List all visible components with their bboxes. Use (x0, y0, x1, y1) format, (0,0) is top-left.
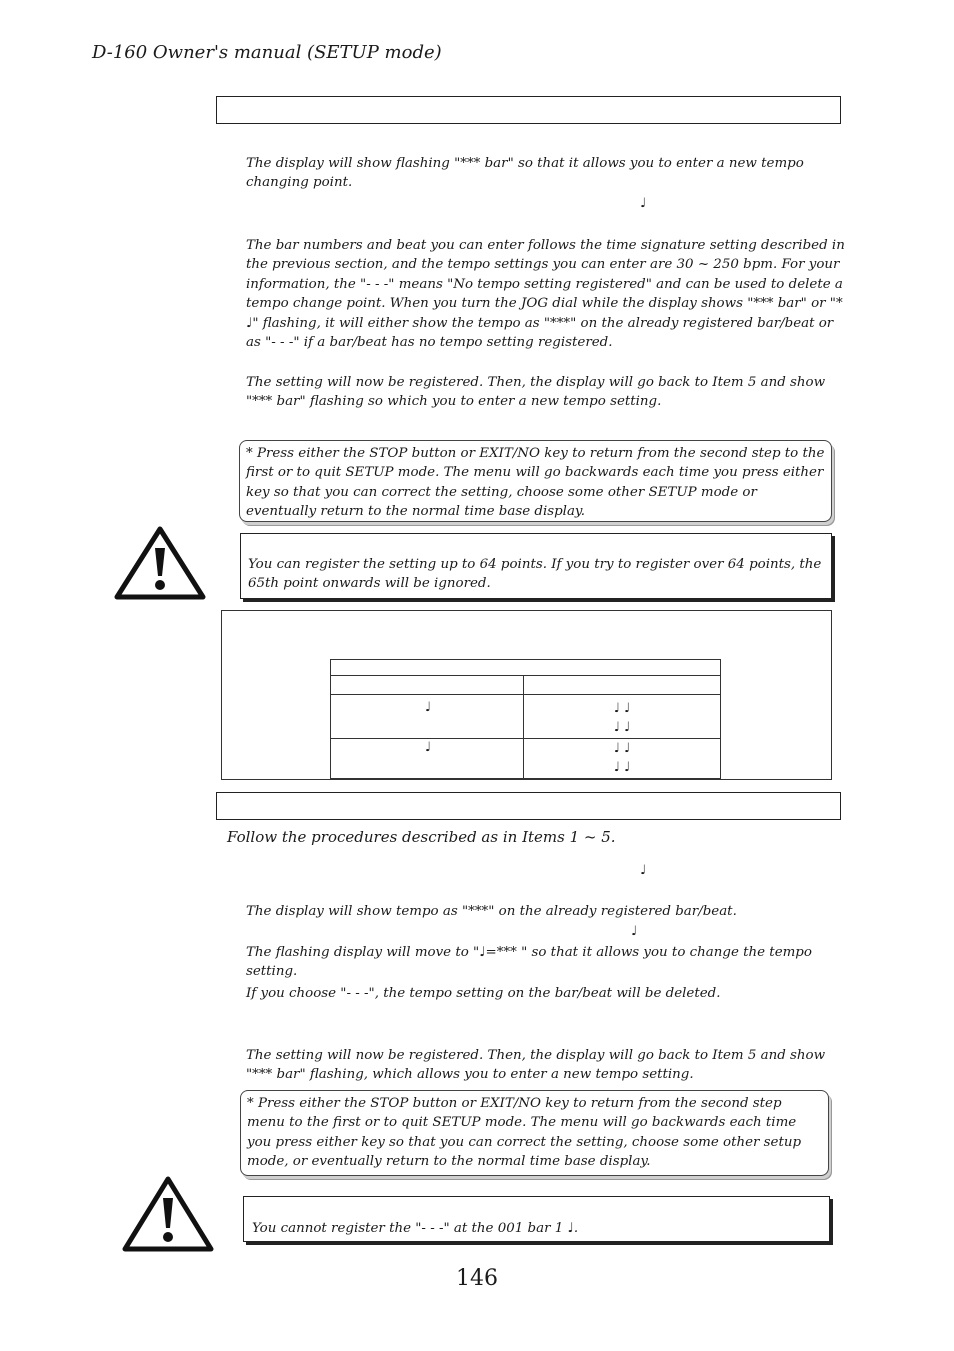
table-row (331, 739, 721, 779)
warning-triangle-icon (122, 1176, 214, 1252)
section1-para2: The bar numbers and beat you can enter follows the time signature setting described in the previous section, and the tempo settings you can enter are 30 ~ 250 bpm. For your information, the "- - -" means "No tempo setting registered" and can be used to delete a tempo change point. When you turn the JOG dial while the display shows "*** bar" or "* ♩" flashing, it will either show the tempo as "***" on the already registered bar/beat or as "- - -" if a bar/beat has no tempo setting registered. (246, 238, 845, 351)
table-cell: ♩ (424, 700, 432, 715)
table-cell: ♩ ♩ (613, 720, 631, 735)
table-title-row (331, 660, 721, 676)
page-number: 146 (456, 1266, 498, 1291)
section2-note-text: * Press either the STOP button or EXIT/NO key to return from the second step menu to the first or to quit SETUP mode. The menu will go backwards each time you press either key so that you can correct the setting, choose some other setup mode, or eventually return to the normal time base display. (247, 1096, 802, 1170)
table-cell: ♩ ♩ (613, 741, 631, 756)
table-row (331, 695, 721, 739)
quarter-note-icon: ♩ (640, 863, 647, 878)
section2-para2: The flashing display will move to "♩=*** " so that it allows you to change the tempo setting. (246, 945, 812, 980)
warning-triangle-icon (114, 526, 206, 600)
quarter-note-icon: ♩ (640, 196, 647, 211)
section1-warning-text: You can register the setting up to 64 points. If you try to register over 64 points, the 65th point onwards will be ignored. (248, 557, 822, 592)
table-cell: ♩ ♩ (613, 760, 631, 775)
example-table (330, 659, 721, 779)
section2-title-bar (216, 792, 841, 820)
section1-note-box (239, 440, 832, 522)
section1-title-bar (216, 96, 841, 124)
section2-para3: If you choose "- - -", the tempo setting on the bar/beat will be deleted. (246, 986, 721, 1001)
section2-warning-box (243, 1196, 830, 1242)
quarter-note-icon: ♩ (631, 924, 638, 939)
section2-intro: Follow the procedures described as in Items 1 ~ 5. (227, 828, 616, 846)
table-cell: ♩ (424, 740, 432, 755)
section2-para1: The display will show tempo as "***" on the already registered bar/beat. (246, 904, 737, 919)
section1-warning-box (240, 533, 832, 599)
section2-para4: The setting will now be registered. Then, the display will go back to Item 5 and show "*** bar" flashing, which allows you to enter a new tempo setting. (246, 1048, 826, 1083)
section2-note-box (240, 1090, 829, 1176)
page-header-title: D-160 Owner's manual (SETUP mode) (92, 42, 442, 63)
section1-para1: The display will show flashing "*** bar" so that it allows you to enter a new tempo changing point. (246, 156, 804, 191)
table-cell: ♩ ♩ (613, 701, 631, 716)
section1-para3: The setting will now be registered. Then, the display will go back to Item 5 and show "*** bar" flashing so which you to enter a new tempo setting. (246, 375, 826, 410)
table-header-row (331, 676, 721, 695)
section2-warning-text: You cannot register the "- - -" at the 001 bar 1 ♩. (252, 1221, 579, 1236)
section1-note-text: * Press either the STOP button or EXIT/NO key to return from the second step to the first or to quit SETUP mode. The menu will go backwards each time you press either key so that you can correct the setting, choose some other SETUP mode or eventually return to the normal time base display. (246, 446, 825, 520)
